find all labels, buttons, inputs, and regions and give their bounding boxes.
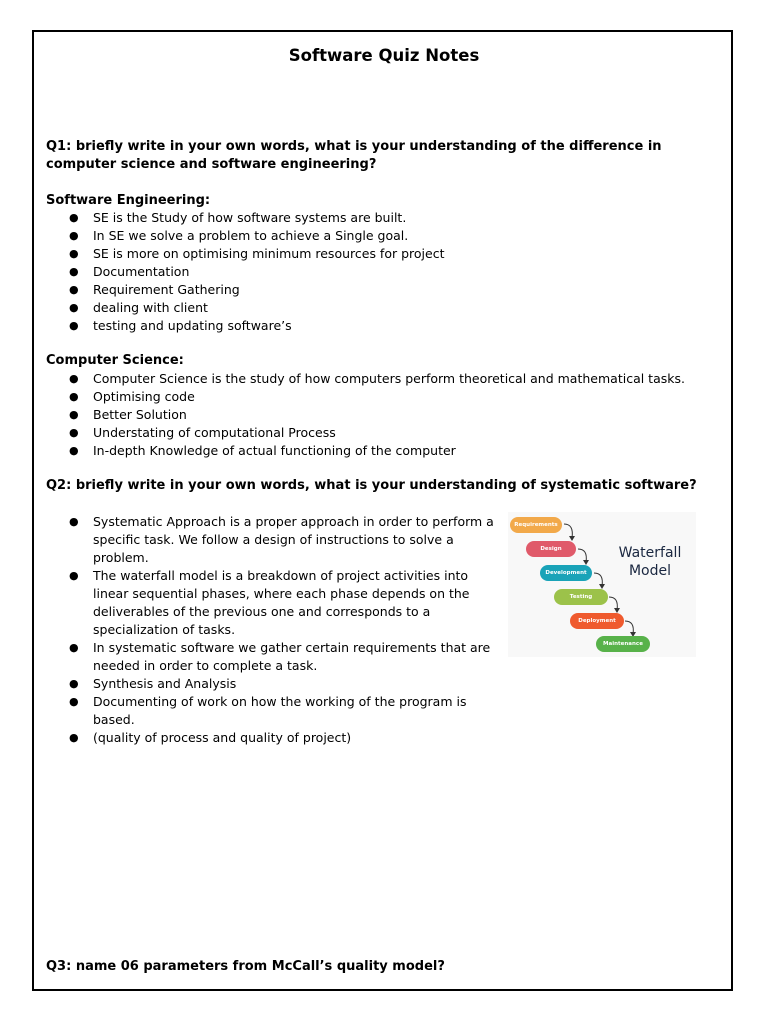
bullet-icon: ● — [69, 265, 79, 278]
bullet-icon: ● — [69, 301, 79, 314]
waterfall-step-requirements: Requirements — [510, 517, 562, 533]
list-item — [0, 424, 685, 442]
list-item — [0, 639, 496, 675]
list-item — [0, 388, 685, 406]
list-item — [0, 227, 444, 245]
bullet-icon: ● — [69, 677, 79, 690]
list-item-text: Documentation — [93, 264, 190, 279]
waterfall-step-testing: Testing — [554, 589, 608, 605]
computer-science-heading: Computer Science: — [46, 353, 184, 368]
bullet-icon: ● — [69, 731, 79, 744]
list-item-text: In-depth Knowledge of actual functioning of the computer — [93, 443, 456, 458]
list-item — [0, 263, 444, 281]
list-item — [0, 406, 685, 424]
page-border — [32, 30, 733, 991]
question-1: Q1: briefly write in your own words, what is your understanding of the difference in computer science and software engineering? — [46, 139, 662, 172]
waterfall-step-deployment: Deployment — [570, 613, 624, 629]
waterfall-model-figure — [508, 512, 696, 657]
list-item-text: dealing with client — [93, 300, 208, 315]
list-item — [0, 729, 496, 747]
bullet-icon: ● — [69, 390, 79, 403]
document-title: Software Quiz Notes — [288, 46, 480, 65]
list-item-text: Requirement Gathering — [93, 282, 240, 297]
list-item-text: Understating of computational Process — [93, 425, 336, 440]
bullet-icon: ● — [69, 283, 79, 296]
waterfall-step-maintenance: Maintenance — [596, 636, 650, 652]
list-item-text: (quality of process and quality of project) — [93, 730, 352, 745]
bullet-icon: ● — [69, 444, 79, 457]
list-item-text: Systematic Approach is a proper approach in order to perform a specific task. We follow a design of instructions to solve a problem. — [93, 514, 494, 565]
list-item — [0, 370, 685, 388]
list-item-text: Documenting of work on how the working of the program is based. — [93, 694, 467, 727]
bullet-icon: ● — [69, 229, 79, 242]
systematic-software-list — [0, 513, 496, 747]
bullet-icon: ● — [69, 569, 79, 582]
list-item — [0, 567, 496, 639]
bullet-icon: ● — [69, 515, 79, 528]
bullet-icon: ● — [69, 247, 79, 260]
list-item — [0, 209, 444, 227]
list-item-text: In SE we solve a problem to achieve a Single goal. — [93, 228, 409, 243]
list-item-text: The waterfall model is a breakdown of project activities into linear sequential phases, where each phase depends on the deliverables of the previous one and corresponds to a specialization of tasks. — [93, 568, 470, 637]
list-item — [0, 675, 496, 693]
list-item-text: SE is more on optimising minimum resources for project — [93, 246, 445, 261]
list-item — [0, 245, 444, 263]
bullet-icon: ● — [69, 372, 79, 385]
list-item — [0, 513, 496, 567]
computer-science-list — [0, 370, 685, 460]
bullet-icon: ● — [69, 319, 79, 332]
list-item — [0, 442, 685, 460]
question-2: Q2: briefly write in your own words, what is your understanding of systematic software? — [46, 478, 697, 493]
list-item-text: SE is the Study of how software systems are built. — [93, 210, 407, 225]
bullet-icon: ● — [69, 695, 79, 708]
list-item — [0, 693, 496, 729]
list-item-text: testing and updating software’s — [93, 318, 292, 333]
software-engineering-list — [0, 209, 444, 335]
question-3: Q3: name 06 parameters from McCall’s quality model? — [46, 959, 445, 974]
list-item — [0, 299, 444, 317]
list-item-text: In systematic software we gather certain requirements that are needed in order to complete a task. — [93, 640, 491, 673]
list-item — [0, 281, 444, 299]
waterfall-step-design: Design — [526, 541, 576, 557]
list-item-text: Better Solution — [93, 407, 187, 422]
software-engineering-heading: Software Engineering: — [46, 193, 211, 208]
bullet-icon: ● — [69, 211, 79, 224]
bullet-icon: ● — [69, 408, 79, 421]
list-item-text: Synthesis and Analysis — [93, 676, 237, 691]
list-item-text: Optimising code — [93, 389, 195, 404]
waterfall-step-development: Development — [540, 565, 592, 581]
bullet-icon: ● — [69, 641, 79, 654]
list-item — [0, 317, 444, 335]
waterfall-title: Waterfall Model — [618, 545, 682, 579]
list-item-text: Computer Science is the study of how computers perform theoretical and mathematical tasks. — [93, 371, 685, 386]
bullet-icon: ● — [69, 426, 79, 439]
